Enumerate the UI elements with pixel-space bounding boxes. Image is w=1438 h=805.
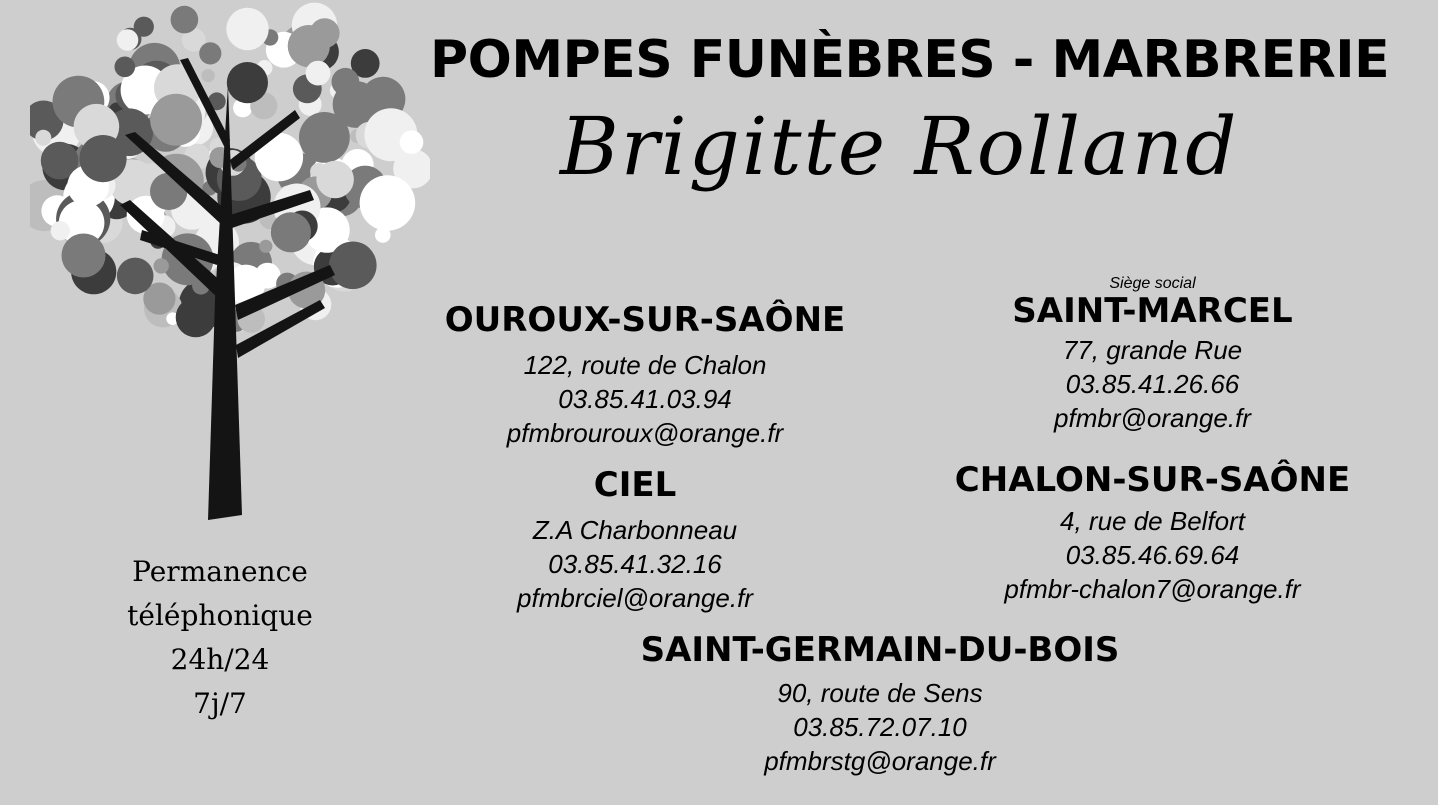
office-saint-germain (600, 630, 1160, 778)
office-name: OUROUX-SUR-SAÔNE (444, 300, 846, 340)
office-address: Z.A Charbonneau (532, 515, 738, 545)
office-email: pfmbr-chalon7@orange.fr (1004, 574, 1301, 604)
office-phone: 03.85.46.69.64 (1065, 540, 1240, 570)
office-name: SAINT-MARCEL (1012, 291, 1293, 331)
office-phone: 03.85.72.07.10 (793, 712, 967, 742)
office-saint-marcel (950, 275, 1355, 435)
owner-name: Brigitte Rolland (560, 100, 1239, 193)
office-email: pfmbr@orange.fr (1054, 403, 1251, 433)
office-name: SAINT-GERMAIN-DU-BOIS (640, 630, 1120, 670)
office-phone: 03.85.41.03.94 (558, 384, 732, 414)
office-name: CHALON-SUR-SAÔNE (954, 460, 1351, 500)
office-address: 4, rue de Belfort (1060, 506, 1245, 536)
office-phone: 03.85.41.32.16 (548, 549, 722, 579)
office-address: 90, route de Sens (777, 678, 983, 708)
permanence-line: 7j/7 (193, 687, 247, 720)
tree-icon (30, 0, 430, 530)
office-phone: 03.85.41.26.66 (1065, 369, 1240, 399)
office-ouroux (440, 300, 850, 450)
office-address: 122, route de Chalon (523, 350, 767, 380)
permanence-line: téléphonique (127, 599, 313, 632)
office-email: pfmbrstg@orange.fr (764, 746, 996, 776)
permanence-line: 24h/24 (170, 643, 270, 676)
permanence-line: Permanence (132, 555, 308, 588)
company-title: POMPES FUNÈBRES - MARBRERIE (430, 30, 1390, 90)
headquarters-tag: Siège social (1109, 275, 1196, 292)
office-email: pfmbrciel@orange.fr (517, 583, 753, 613)
office-email: pfmbrouroux@orange.fr (506, 418, 784, 448)
office-name: CIEL (593, 465, 677, 505)
permanence-block (95, 550, 345, 726)
office-address: 77, grande Rue (1062, 335, 1243, 365)
office-ciel (430, 465, 840, 615)
office-chalon (950, 460, 1355, 606)
